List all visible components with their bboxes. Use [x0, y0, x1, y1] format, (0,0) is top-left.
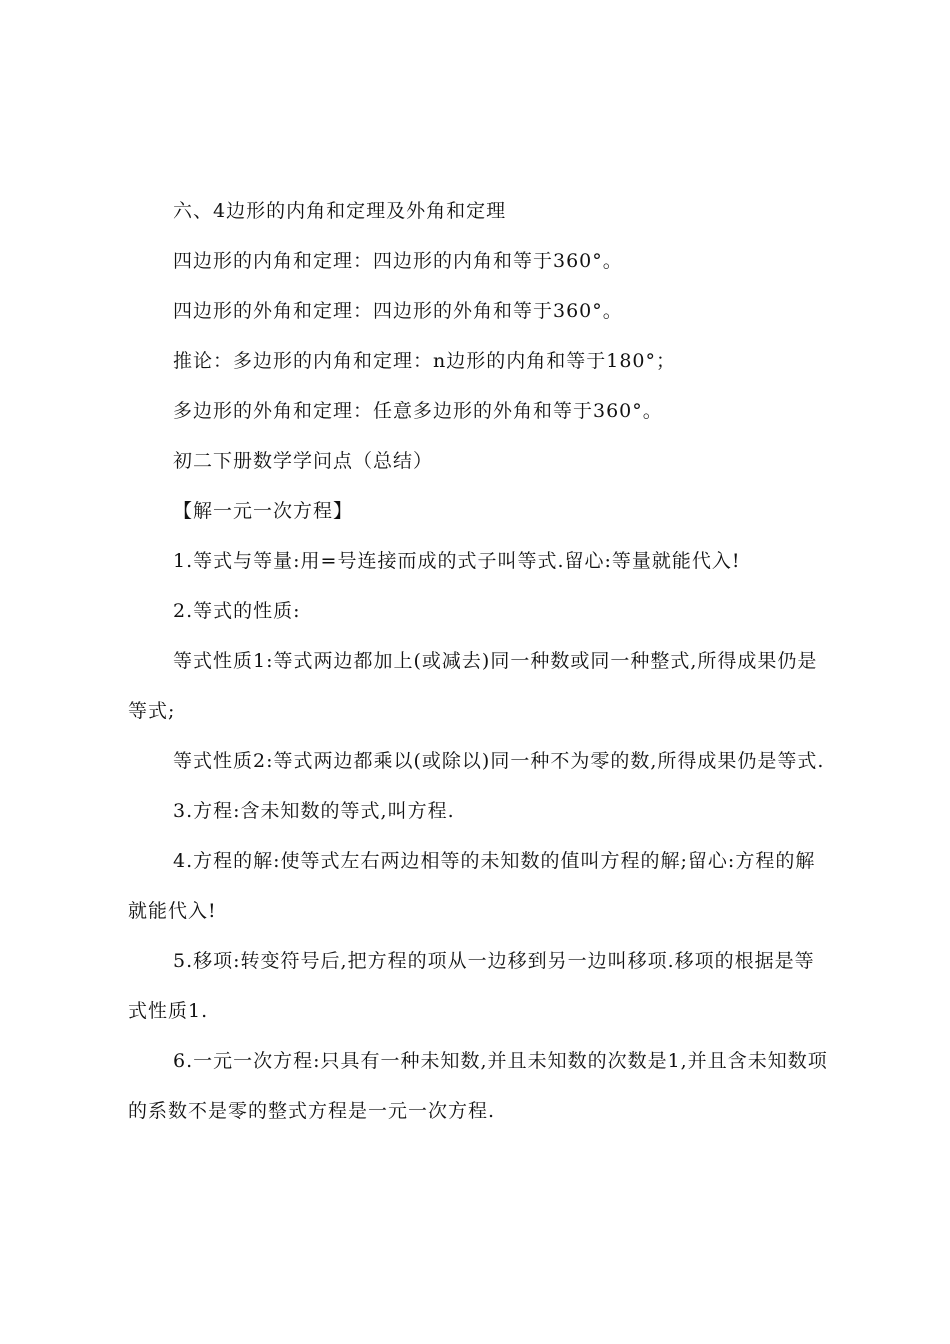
section-heading: 六、4边形的内角和定理及外角和定理	[173, 200, 507, 222]
bracket-heading: 【解一元一次方程】	[173, 500, 354, 522]
paragraph-item-3: 3.方程:含未知数的等式,叫方程.	[173, 800, 455, 822]
paragraph-item-4: 4.方程的解:使等式左右两边相等的未知数的值叫方程的解;留心:方程的解就能代入!	[128, 850, 816, 922]
subsection-title: 初二下册数学学问点（总结）	[173, 450, 434, 472]
paragraph-item-2: 2.等式的性质:	[173, 600, 301, 622]
paragraph-corollary-exterior: 多边形的外角和定理：任意多边形的外角和等于360°。	[173, 400, 663, 422]
paragraph-item-1: 1.等式与等量:用=号连接而成的式子叫等式.留心:等量就能代入!	[173, 550, 741, 572]
document-body	[128, 186, 832, 1136]
paragraph-corollary-interior: 推论：多边形的内角和定理：n边形的内角和等于180°；	[173, 350, 677, 372]
paragraph-quadrilateral-interior: 四边形的内角和定理：四边形的内角和等于360°。	[173, 250, 623, 272]
paragraph-item-5: 5.移项:转变符号后,把方程的项从一边移到另一边叫移项.移项的根据是等式性质1.	[128, 950, 815, 1022]
paragraph-item-6: 6.一元一次方程:只具有一种未知数,并且未知数的次数是1,并且含未知数项的系数不是零的整式方程是一元一次方程.	[128, 1050, 828, 1122]
paragraph-property-1: 等式性质1:等式两边都加上(或减去)同一种数或同一种整式,所得成果仍是等式;	[128, 650, 818, 722]
paragraph-property-2: 等式性质2:等式两边都乘以(或除以)同一种不为零的数,所得成果仍是等式.	[173, 750, 825, 772]
paragraph-quadrilateral-exterior: 四边形的外角和定理：四边形的外角和等于360°。	[173, 300, 623, 322]
